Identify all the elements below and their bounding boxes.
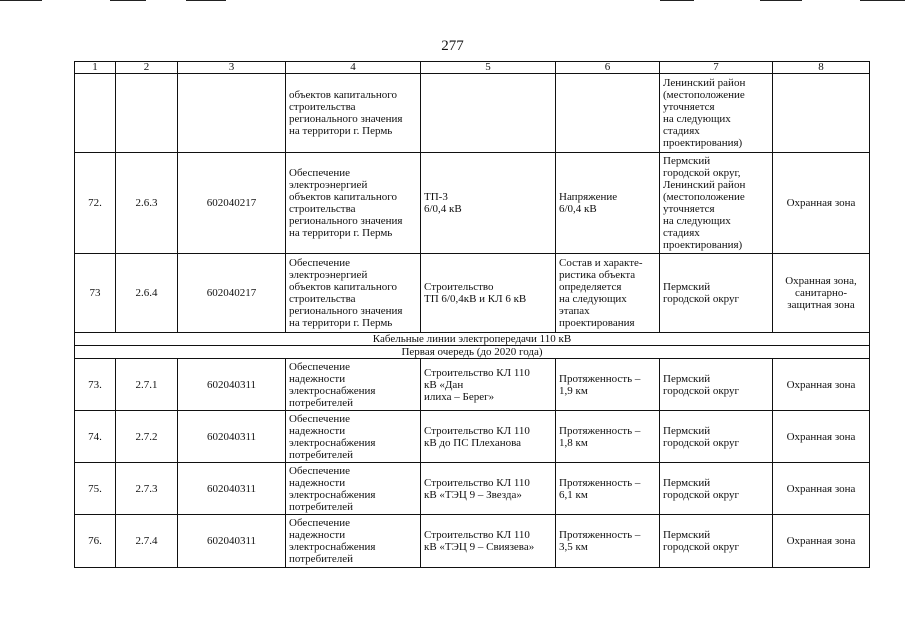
row-zone: Охранная зона — [773, 411, 870, 463]
row-parameters: Напряжение 6/0,4 кВ — [556, 153, 660, 254]
section-title: Кабельные линии электропередачи 110 кВ — [75, 333, 870, 346]
row-id: 602040311 — [178, 411, 286, 463]
row-location: Пермский городской округ — [660, 254, 773, 333]
table-body-cable-lines — [75, 359, 870, 568]
row-number: 72. — [75, 153, 116, 254]
column-number: 2 — [116, 62, 178, 74]
table-row — [75, 515, 870, 568]
row-id: 602040311 — [178, 515, 286, 568]
scan-edge-mark — [0, 0, 42, 1]
row-code: 2.6.4 — [116, 254, 178, 333]
row-purpose: объектов капитального строительства регионального значения на территори г. Пермь — [286, 74, 421, 153]
row-number: 74. — [75, 411, 116, 463]
row-id: 602040217 — [178, 254, 286, 333]
row-zone: Охранная зона — [773, 515, 870, 568]
subsection-row — [75, 346, 870, 359]
row-purpose: Обеспечение надежности электроснабжения потребителей — [286, 515, 421, 568]
row-code: 2.7.2 — [116, 411, 178, 463]
row-location: Пермский городской округ — [660, 411, 773, 463]
row-location: Пермский городской округ — [660, 359, 773, 411]
row-parameters: Состав и характе- ристика объекта определяется на следующих этапах проектирования — [556, 254, 660, 333]
column-number: 4 — [286, 62, 421, 74]
scan-edge-mark — [110, 0, 146, 1]
row-location: Пермский городской округ — [660, 463, 773, 515]
row-zone: Охранная зона — [773, 153, 870, 254]
row-number — [75, 74, 116, 153]
column-number: 8 — [773, 62, 870, 74]
row-zone — [773, 74, 870, 153]
row-purpose: Обеспечение электроэнергией объектов капитального строительства регионального значения на территори г. Пермь — [286, 254, 421, 333]
row-code: 2.7.4 — [116, 515, 178, 568]
row-zone: Охранная зона, санитарно- защитная зона — [773, 254, 870, 333]
row-code: 2.6.3 — [116, 153, 178, 254]
row-id: 602040217 — [178, 153, 286, 254]
row-purpose: Обеспечение электроэнергией объектов капитального строительства регионального значения на территори г. Пермь — [286, 153, 421, 254]
column-number: 3 — [178, 62, 286, 74]
column-number: 6 — [556, 62, 660, 74]
row-code: 2.7.1 — [116, 359, 178, 411]
row-purpose: Обеспечение надежности электроснабжения потребителей — [286, 411, 421, 463]
row-zone: Охранная зона — [773, 359, 870, 411]
table-body-continued — [75, 74, 870, 333]
row-id — [178, 74, 286, 153]
document-table — [74, 61, 870, 568]
row-number: 75. — [75, 463, 116, 515]
table-row — [75, 153, 870, 254]
row-object-name — [421, 74, 556, 153]
row-zone: Охранная зона — [773, 463, 870, 515]
row-location: Ленинский район (местоположение уточняется на следующих стадиях проектирования) — [660, 74, 773, 153]
row-location: Пермский городской округ, Ленинский район (местоположение уточняется на следующих стадиях проектирования) — [660, 153, 773, 254]
row-location: Пермский городской округ — [660, 515, 773, 568]
row-number: 76. — [75, 515, 116, 568]
subsection-title: Первая очередь (до 2020 года) — [75, 346, 870, 359]
scan-edge-mark — [860, 0, 905, 1]
column-number: 7 — [660, 62, 773, 74]
row-code — [116, 74, 178, 153]
column-number: 5 — [421, 62, 556, 74]
section-row — [75, 333, 870, 346]
column-number: 1 — [75, 62, 116, 74]
row-object-name: Строительство КЛ 110 кВ «Дан илиха – Берег» — [421, 359, 556, 411]
scan-edge-mark — [760, 0, 802, 1]
row-object-name: ТП-3 6/0,4 кВ — [421, 153, 556, 254]
row-id: 602040311 — [178, 463, 286, 515]
scan-edge-mark — [660, 0, 694, 1]
row-purpose: Обеспечение надежности электроснабжения потребителей — [286, 359, 421, 411]
table-row — [75, 254, 870, 333]
row-number: 73. — [75, 359, 116, 411]
row-parameters: Протяженность – 6,1 км — [556, 463, 660, 515]
table-row — [75, 74, 870, 153]
row-purpose: Обеспечение надежности электроснабжения потребителей — [286, 463, 421, 515]
row-parameters: Протяженность – 3,5 км — [556, 515, 660, 568]
row-code: 2.7.3 — [116, 463, 178, 515]
page-number: 277 — [441, 38, 464, 54]
row-id: 602040311 — [178, 359, 286, 411]
table-row — [75, 411, 870, 463]
column-number-row — [75, 62, 870, 74]
row-parameters: Протяженность – 1,9 км — [556, 359, 660, 411]
row-parameters: Протяженность – 1,8 км — [556, 411, 660, 463]
row-object-name: Строительство КЛ 110 кВ «ТЭЦ 9 – Звезда» — [421, 463, 556, 515]
table-row — [75, 359, 870, 411]
row-object-name: Строительство ТП 6/0,4кВ и КЛ 6 кВ — [421, 254, 556, 333]
scan-edge-mark — [186, 0, 226, 1]
row-number: 73 — [75, 254, 116, 333]
row-object-name: Строительство КЛ 110 кВ до ПС Плеханова — [421, 411, 556, 463]
row-parameters — [556, 74, 660, 153]
table-row — [75, 463, 870, 515]
row-object-name: Строительство КЛ 110 кВ «ТЭЦ 9 – Свиязева» — [421, 515, 556, 568]
